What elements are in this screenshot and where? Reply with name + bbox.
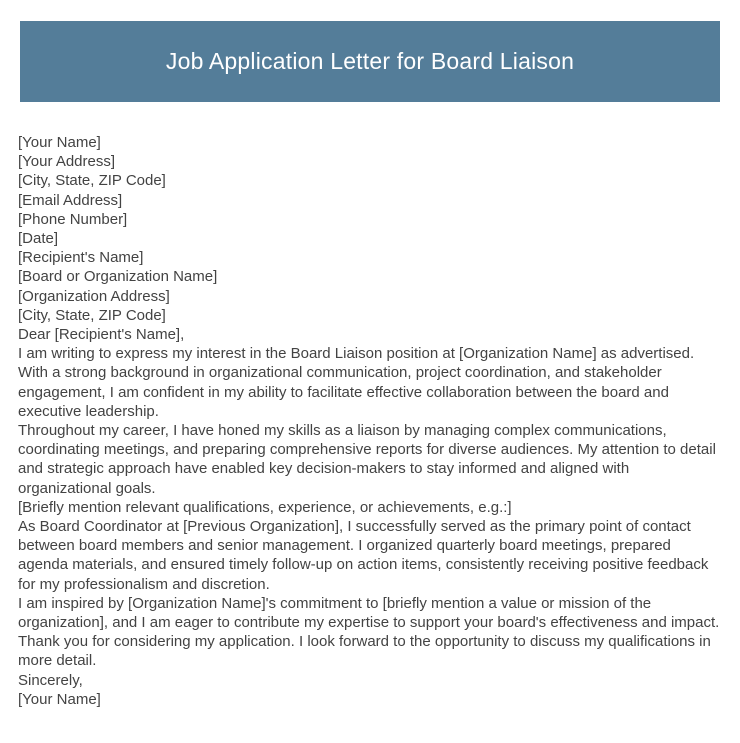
letter-body [18, 133, 722, 709]
paragraph-closing-thanks: Thank you for considering my application. I look forward to the opportunity to discuss my qualifications in more detail. [18, 633, 711, 670]
recipient-line-city-state-zip: [City, State, ZIP Code] [18, 306, 166, 324]
sender-line-address: [Your Address] [18, 153, 116, 171]
paragraph-qualifications-prompt: [Briefly mention relevant qualifications, experience, or achievements, e.g.:] [18, 498, 512, 516]
page-title: Job Application Letter for Board Liaison [165, 47, 575, 74]
sender-address-block [18, 133, 722, 248]
sender-line-date: [Date] [18, 230, 59, 248]
recipient-line-organization: [Board or Organization Name] [18, 268, 218, 286]
recipient-address-block [18, 248, 722, 325]
paragraph-achievement: As Board Coordinator at [Previous Organization], I successfully served as the primary point of contact between board members and senior management. I organized quarterly board meetings, prepared agenda materials, and ensured timely follow-up on action items, consistently receiving positive feedback for my professionalism and discretion. [18, 518, 709, 593]
sender-line-name: [Your Name] [18, 134, 101, 151]
sender-line-phone: [Phone Number] [18, 210, 128, 228]
recipient-line-address: [Organization Address] [18, 287, 170, 305]
salutation: Dear [Recipient's Name], [18, 326, 185, 344]
document-header-banner [20, 21, 720, 102]
paragraph-experience: Throughout my career, I have honed my skills as a liaison by managing complex communications, coordinating meetings, and preparing comprehensive reports for diverse audiences. My attention to detail and strategic approach have enabled key decision-makers to stay informed and aligned with organizational goals. [18, 422, 716, 497]
recipient-line-name: [Recipient's Name] [18, 249, 144, 267]
paragraph-motivation: I am inspired by [Organization Name]'s commitment to [briefly mention a value or mission of the organization], and I am eager to contribute my expertise to support your board's effectiveness and impact. [18, 594, 720, 632]
sender-line-city-state-zip: [City, State, ZIP Code] [18, 172, 166, 190]
paragraph-intro: I am writing to express my interest in the Board Liaison position at [Organization Name] as advertised. With a strong background in organizational communication, project coordination, and stakeholder engagement, I am confident in my ability to facilitate effective collaboration between the board and executive leadership. [18, 345, 695, 420]
sender-line-email: [Email Address] [18, 191, 123, 209]
signature-name: [Your Name] [18, 690, 101, 708]
closing-salutation: Sincerely, [18, 671, 83, 689]
